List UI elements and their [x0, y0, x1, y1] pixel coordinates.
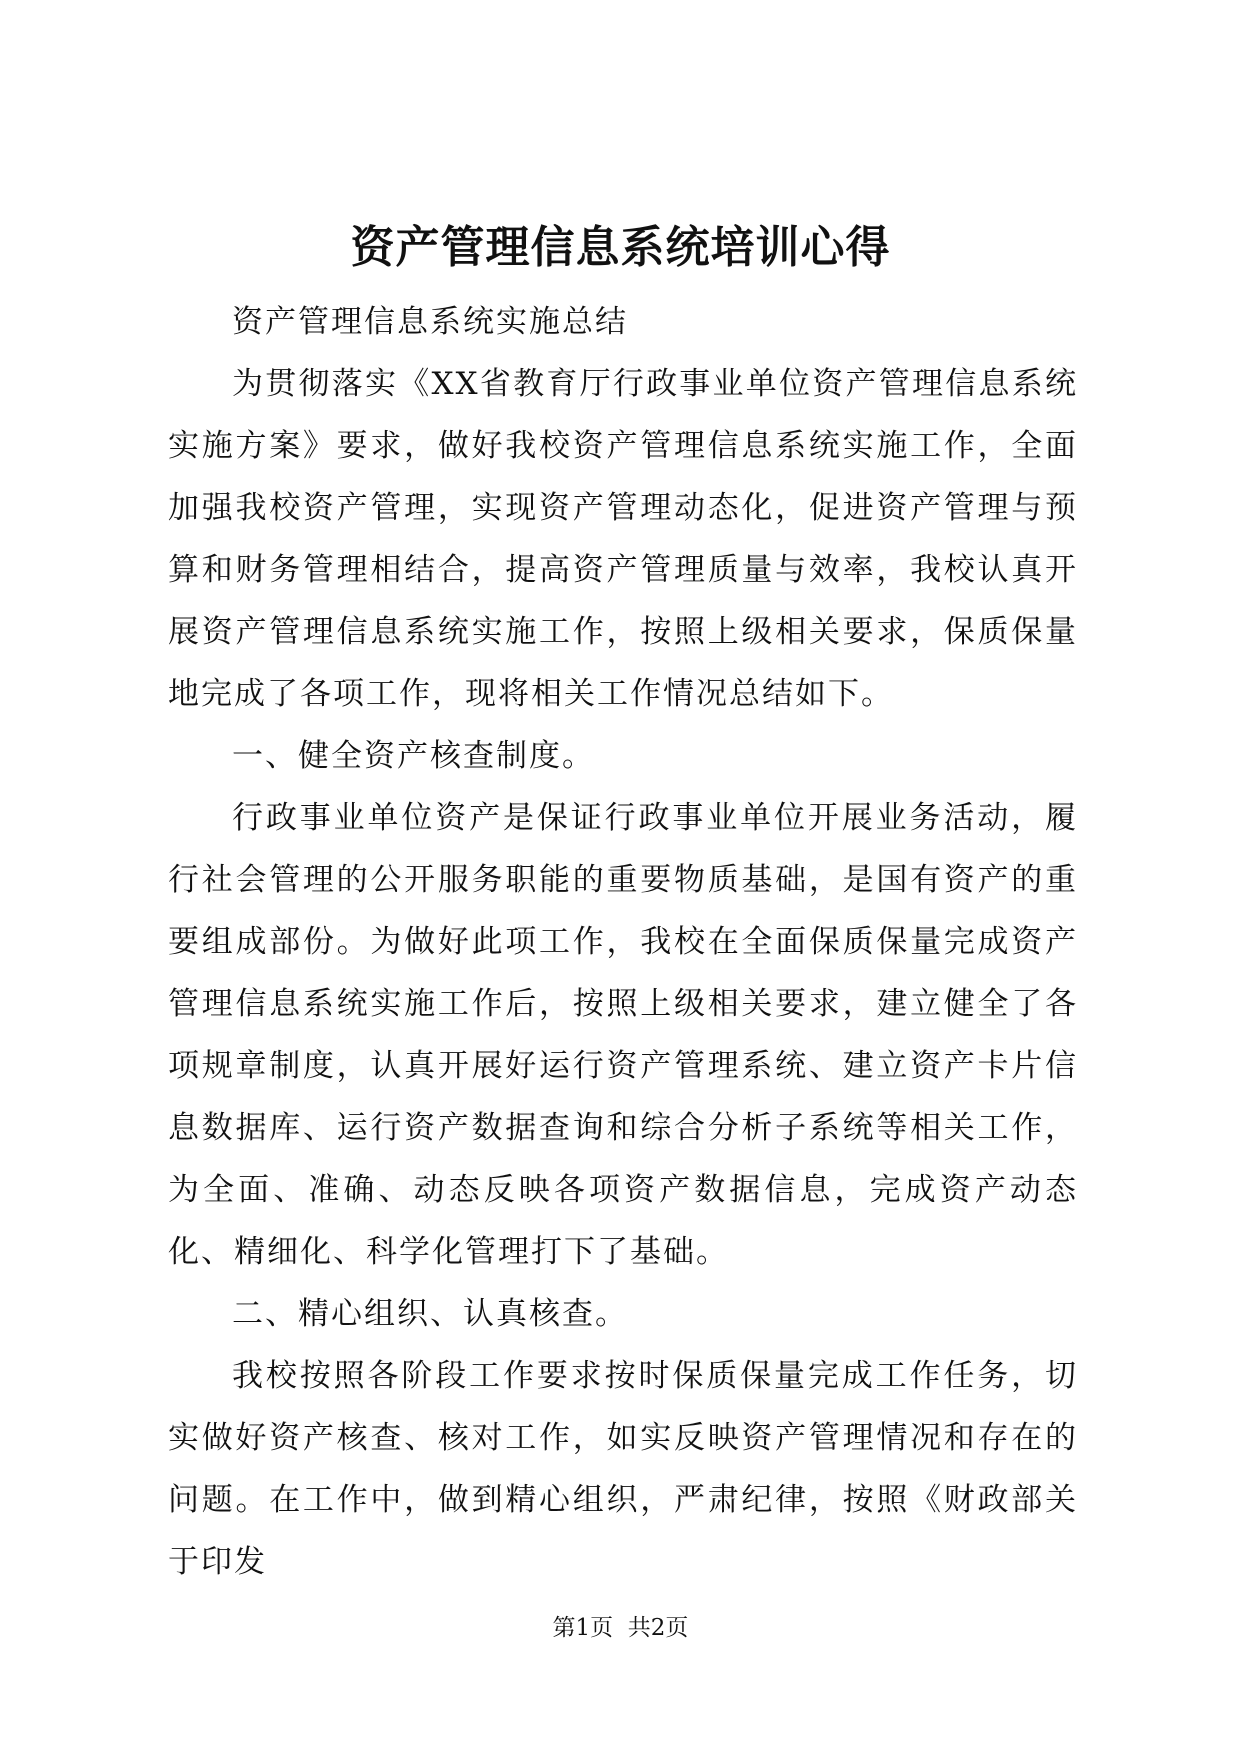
document-title: 资产管理信息系统培训心得 — [350, 222, 891, 273]
page-footer — [0, 1613, 1241, 1643]
paragraph-intro: 为贯彻落实《XX省教育厅行政事业单位资产管理信息系统实施方案》要求，做好我校资产管理信息系统实施工作，全面加强我校资产管理，实现资产管理动态化，促进资产管理与预算和财务管理相结合，提高资产管理质量与效率，我校认真开展资产管理信息系统实施工作，按照上级相关要求，保质保量地完成了各项工作，现将相关工作情况总结如下。 — [168, 366, 1078, 712]
paragraph-section-1: 行政事业单位资产是保证行政事业单位开展业务活动，履行社会管理的公开服务职能的重要物质基础，是国有资产的重要组成部份。为做好此项工作，我校在全面保质保量完成资产管理信息系统实施工作后，按照上级相关要求，建立健全了各项规章制度，认真开展好运行资产管理系统、建立资产卡片信息数据库、运行资产数据查询和综合分析子系统等相关工作，为全面、准确、动态反映各项资产数据信息，完成资产动态化、精细化、科学化管理打下了基础。 — [168, 800, 1078, 1270]
document-body — [168, 291, 1078, 1593]
section-heading-1: 一、健全资产核查制度。 — [232, 738, 595, 774]
paragraph-section-2: 我校按照各阶段工作要求按时保质保量完成工作任务，切实做好资产核查、核对工作，如实反映资产管理情况和存在的问题。在工作中，做到精心组织，严肃纪律，按照《财政部关于印发 — [168, 1358, 1078, 1580]
page-number-label: 第1页 共2页 — [552, 1615, 689, 1641]
section-heading-2: 二、精心组织、认真核查。 — [232, 1296, 628, 1332]
paragraph-subtitle: 资产管理信息系统实施总结 — [232, 304, 628, 340]
